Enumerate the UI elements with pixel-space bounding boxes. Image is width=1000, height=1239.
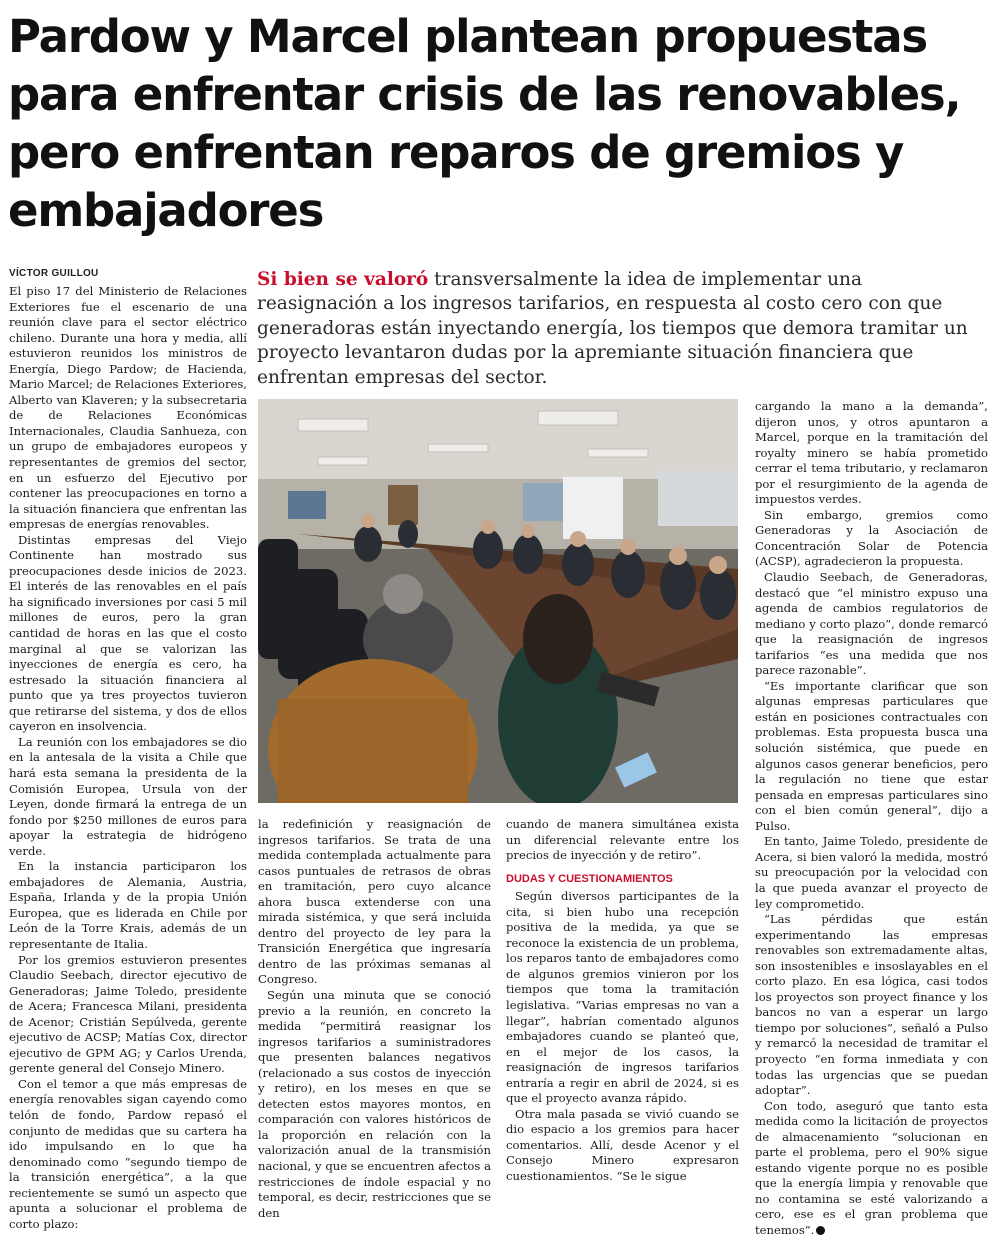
paragraph: “Es importante clarificar que son algunas empresas particulares que están en posiciones contractuales con problemas. Esta propuesta busca una solución sistémica, que puede en algunos casos generar beneficios, pero la regulación no tiene que estar pensada en empresas particulares sino con el bien común general”, dijo a Pulso. — [755, 678, 988, 833]
section-subhead: DUDAS Y CUESTIONAMIENTOS — [506, 872, 673, 885]
paragraph: Distintas empresas del Viejo Continente han mostrado sus preocupaciones desde inicios de 2023. El interés de las renovables en el país ha significado inversiones por casi 5 mil millones de euros, pero la gran cantidad de horas en las que el costo marginal al que se valorizan las inyecciones de energía es cero, ha estresado la situación financiera al punto que ya tres proyectos tuvieron que retirarse del sistema, y dos de ellos cayeron en insolvencia. — [9, 532, 247, 734]
article-column-1 — [9, 284, 247, 1232]
paragraph: La reunión con los embajadores se dio en la antesala de la visita a Chile que hará esta semana la presidenta de la Comisión Europea, Ursula von der Leyen, donde firmará la entrega de un fondo por $250 millones de euros para apoyar la estrategia de hidrógeno verde. — [9, 734, 247, 858]
paragraph — [755, 1099, 988, 1239]
paragraph: cuando de manera simultánea exista un diferencial relevante entre los precios de inyección y de retiro”. — [506, 817, 739, 863]
article-column-4 — [755, 399, 988, 1239]
paragraph: Claudio Seebach, de Generadoras, destacó que “el ministro expuso una agenda de cambios regulatorios de mediano y corto plazo”, donde remarcó que la reasignación de ingresos tarifarios “es una medida que nos parece razonable”. — [755, 570, 988, 678]
paragraph: “Las pérdidas que están experimentando las empresas renovables son extremadamente altas, son insostenibles e insoslayables en el corto plazo. En esa lógica, casi todos los proyectos son proyect finance y los bancos no van a esperar un largo tiempo por soluciones”, señaló a Pulso y remarcó la necesidad de tramitar el proyecto “en forma inmediata y con todas las urgencias que se puedan adoptar”. — [755, 912, 988, 1098]
headline: Pardow y Marcel plantean propuestas para enfrentar crisis de las renovables, pero enfrentan reparos de gremios y embajadores — [8, 10, 961, 237]
paragraph: Por los gremios estuvieron presentes Claudio Seebach, director ejecutivo de Generadoras; Jaime Toledo, presidente de Acera; Francesca Milani, presidenta de Acenor; Cristián Sepúlveda, gerente ejecutivo de ACSP; Matías Cox, director ejecutivo de GPM AG; y Carlos Urenda, gerente general del Consejo Minero. — [9, 952, 247, 1076]
article-column-2 — [258, 817, 491, 1221]
paragraph: El piso 17 del Ministerio de Relaciones Exteriores fue el escenario de una reunión clave para el sector eléctrico chileno. Durante una hora y media, allí estuvieron reunidos los ministros de Energía, Diego Pardow; de Hacienda, Mario Marcel; de Relaciones Exteriores, Alberto van Klaveren; y la subsecretaria de de Relaciones Económicas Internacionales, Claudia Sanhueza, con un grupo de embajadores europeos y representantes de gremios del sector, en un esfuerzo del Ejecutivo por contener las preocupaciones en torno a la situación financiera que enfrentan las empresas de energías renovables. — [9, 284, 247, 532]
paragraph-text: Con todo, aseguró que tanto esta medida como la licitación de proyectos de almacenamiento “solucionan en parte el problema, pero el 90% sigue estando vigente porque no es posible que la energía limpia y renovable que no contamina se esté valorizando a cero, ese es el gran problema que tenemos”. — [755, 1098, 988, 1237]
paragraph: Según diversos participantes de la cita, si bien hubo una recepción positiva de la medida, ya que se reconoce la existencia de un problema, los reparos tanto de embajadores como de algunos gremios vinieron por los tiempos que toma la tramitación legislativa. “Varias empresas no van a llegar”, habrían comentado algunos embajadores cuando se planteó que, en el mejor de los casos, la reasignación de ingresos tarifarios entraría a regir en abril de 2024, si es que el proyecto avanza rápido. — [506, 889, 739, 1106]
lead-paragraph — [257, 268, 987, 390]
article-column-3 — [506, 817, 739, 1185]
end-of-article-icon — [816, 1226, 825, 1235]
paragraph: cargando la mano a la demanda”, dijeron unos, y otros apuntaron a Marcel, porque en la tramitación del royalty minero se había prometido cerrar el tema tributario, y reclamaron por el resurgimiento de la agenda de impuestos verdes. — [755, 399, 988, 507]
paragraph: Otra mala pasada se vivió cuando se dio espacio a los gremios para hacer comentarios. Allí, desde Acenor y el Consejo Minero expresaron cuestionamientos. “Se le sigue — [506, 1106, 739, 1184]
paragraph: Sin embargo, gremios como Generadoras y la Asociación de Concentración Solar de Potencia (ACSP), agradecieron la propuesta. — [755, 507, 988, 569]
article-photo — [258, 399, 738, 803]
paragraph: Según una minuta que se conoció previo a la reunión, en concreto la medida “permitirá reasignar los ingresos tarifarios a suministradores que presenten balances negativos (relacionado a sus costos de inyección y retiro), en los meses en que se detecten estos mayores montos, en comparación con valores históricos de la proporción en relación con la valorización anual de la transmisión nacional, y que se encuentren afectos a restricciones de índole espacial y no temporal, es decir, restricciones que se den — [258, 988, 491, 1220]
paragraph: En tanto, Jaime Toledo, presidente de Acera, si bien valoró la medida, mostró su preocupación por la velocidad con la que pueda avanzar el proyecto de ley comprometido. — [755, 834, 988, 911]
paragraph: En la instancia participaron los embajadores de Alemania, Austria, España, Irlanda y de la propia Unión Europea, que es liderada en Chile por León de la Torre Krais, además de un representante de Italia. — [9, 859, 247, 951]
paragraph: Con el temor a que más empresas de energía renovables sigan cayendo como telón de fondo, Pardow repasó el conjunto de medidas que su cartera ha ido impulsando en lo que ha denominado como “segundo tiempo de la transición energética”, a la que recientemente se sumó un aspecto que apunta a solucionar el problema de corto plazo: — [9, 1076, 247, 1231]
paragraph: la redefinición y reasignación de ingresos tarifarios. Se trata de una medida contemplada actualmente para casos puntuales de retrasos de obras en tramitación, pero cuyo alcance ahora busca extenderse con una mirada sistémica, y que será incluida dentro del proyecto de ley para la Transición Energética que ingresaría dentro de las próximas semanas al Congreso. — [258, 817, 491, 987]
lead-kicker: Si bien se valoró — [257, 269, 429, 290]
byline: VÍCTOR GUILLOU — [9, 268, 99, 279]
lead-text: transversalmente la idea de implementar una reasignación a los ingresos tarifarios, en respuesta al costo cero con que generadoras están inyectando energía, los tiempos que demora tramitar un proyecto levantaron dudas por la apremiante situación financiera que enfrentan empresas del sector. — [257, 269, 968, 388]
